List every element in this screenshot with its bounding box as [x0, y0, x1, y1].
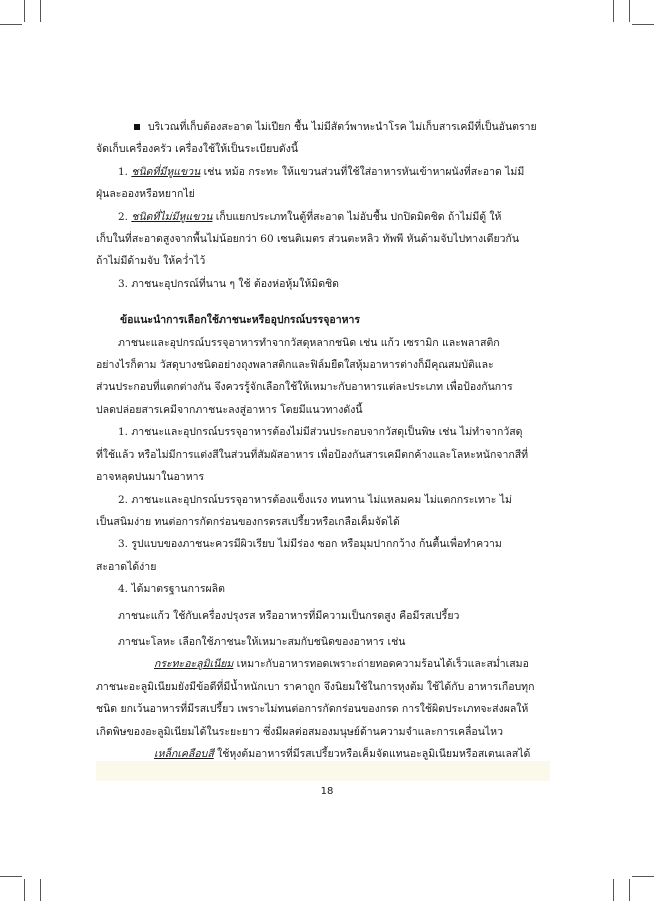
text-line: 3. ภาชนะอุปกรณ์ที่นาน ๆ ใช้ ต้องห่อหุ้มให้มิดชิด — [118, 277, 339, 290]
text-line: เกิดพิษของอะลูมิเนียมได้ในระยะยาว ซึ่งมีผลต่อสมองมนุษย์ด้านความจำและการเคลื่อนไหว — [96, 725, 503, 738]
text-line: ส่วนประกอบที่แตกต่างกัน จึงควรรู้จักเลือกใช้ให้เหมาะกับอาหารแต่ละประเภท เพื่อป้องกันการ — [96, 381, 513, 394]
crop-mark — [629, 0, 630, 22]
emphasis-text: ชนิดที่ไม่มีหูแขวน — [131, 210, 213, 223]
text-line: เก็บในที่สะอาดสูงจากพื้นไม่น้อยกว่า 60 เซนติเมตร ส่วนตะหลิว ทัพพี หันด้ามจับไปทางเดียวกัน — [96, 233, 520, 246]
text-line: ถ้าไม่มีด้ามจับ ให้คว่ำไว้ — [96, 255, 206, 268]
crop-mark — [632, 876, 654, 877]
text-line: ปลดปล่อยสารเคมีจากภาชนะลงสู่อาหาร โดยมีแนวทางดังนี้ — [96, 403, 363, 416]
section-heading: ข้อแนะนำการเลือกใช้ภาชนะหรืออุปกรณ์บรรจุอาหาร — [120, 314, 361, 327]
crop-mark — [629, 879, 630, 901]
text-line: ที่ใช้แล้ว หรือไม่มีการแต่งสีในส่วนที่สัมผัสอาหาร เพื่อป้องกันสารเคมีตกค้างและโลหะหนักจากสีที่ — [96, 448, 529, 461]
text-span: 2. — [118, 210, 132, 223]
crop-mark — [0, 24, 22, 25]
text-line: ชนิด ยกเว้นอาหารที่มีรสเปรี้ยว เพราะไม่ทนต่อการกัดกร่อนของกรด การใช้ผิดประเภทจะส่งผลให้ — [96, 703, 529, 716]
text-line: 4. ได้มาตรฐานการผลิต — [118, 583, 225, 596]
text-line: 1. ภาชนะและอุปกรณ์บรรจุอาหารต้องไม่มีส่วนประกอบจากวัสดุเป็นพิษ เช่น ไม่ทำจากวัสดุ — [118, 426, 523, 439]
emphasis-text: กระทะอะลูมิเนียม — [154, 658, 234, 671]
text-line: ภาชนะโลหะ เลือกใช้ภาชนะให้เหมาะสมกับชนิดของอาหาร เช่น — [118, 635, 406, 648]
crop-mark — [613, 879, 614, 901]
footer-band — [96, 761, 550, 781]
text-line: ภาชนะแก้ว ใช้กับเครื่องปรุงรส หรืออาหารที่มีความเป็นกรดสูง คือมีรสเปรี้ยว — [118, 609, 460, 622]
text-span: บริเวณที่เก็บต้องสะอาด ไม่เปียก ชื้น ไม่มีสัตว์พาหะนำโรค ไม่เก็บสารเคมีที่เป็นอันตราย — [148, 121, 537, 133]
crop-mark — [613, 0, 614, 22]
text-span: 1. — [118, 165, 132, 178]
text-line: อาจหลุดปนมาในอาหาร — [96, 471, 205, 484]
text-line: อย่างไรก็ตาม วัสดุบางชนิดอย่างถุงพลาสติกและฟิล์มยืดใสหุ้มอาหารต่างก็มีคุณสมบัติและ — [96, 359, 494, 372]
text-span: ใช้หุงต้มอาหารที่มีรสเปรี้ยวหรือเค็มจัดแทนอะลูมิเนียมหรือสเตนเลสได้ — [213, 747, 531, 760]
crop-mark — [24, 0, 25, 22]
text-line — [96, 206, 560, 228]
text-line — [96, 161, 560, 183]
text-line: สะอาดได้ง่าย — [96, 560, 157, 573]
text-line: เป็นสนิมง่าย ทนต่อการกัดกร่อนของกรดรสเปรี้ยวหรือเกลือเค็มจัดได้ — [96, 515, 400, 528]
emphasis-text: เหล็กเคลือบสี — [154, 747, 214, 760]
crop-mark — [24, 879, 25, 901]
page-number: 18 — [320, 786, 334, 797]
text-line: ภาชนะและอุปกรณ์บรรจุอาหารทำจากวัสดุหลากชนิด เช่น แก้ว เซรามิก และพลาสติก — [118, 336, 500, 349]
crop-mark — [40, 0, 41, 22]
emphasis-text: ชนิดที่มีหูแขวน — [131, 165, 201, 178]
text-line: 2. ภาชนะและอุปกรณ์บรรจุอาหารต้องแข็งแรง ทนทาน ไม่แหลมคม ไม่แตกกระเทาะ ไม่ — [118, 493, 512, 506]
text-span: เหมาะกับอาหารทอดเพราะถ่ายทอดความร้อนได้เร็วและสม่ำเสมอ — [233, 658, 529, 671]
crop-mark — [632, 24, 654, 25]
spacer — [96, 295, 560, 303]
text-line: จัดเก็บเครื่องครัว เครื่องใช้ให้เป็นระเบียบดังนี้ — [96, 143, 299, 156]
text-line — [96, 653, 560, 675]
text-line — [96, 116, 560, 138]
crop-mark — [0, 876, 22, 877]
page-body — [96, 116, 560, 788]
crop-mark — [40, 879, 41, 901]
text-span: เก็บแยกประเภทในตู้ที่สะอาด ไม่อับชื้น ปกปิดมิดชิด ถ้าไม่มีตู้ ให้ — [212, 210, 502, 223]
text-line: ภาชนะอะลูมิเนียมยังมีข้อดีที่มีน้ำหนักเบา ราคาถูก จึงนิยมใช้ในการหุงต้ม ใช้ได้กับ อาหารเกือบทุก — [96, 680, 535, 693]
text-span: เช่น หม้อ กระทะ ให้แขวนส่วนที่ใช้ใส่อาหารหันเข้าหาผนังที่สะอาด ไม่มี — [200, 165, 525, 178]
square-bullet-icon — [134, 124, 140, 130]
text-line: ฝุ่นละอองหรือหยากไย่ — [96, 188, 195, 201]
text-line: 3. รูปแบบของภาชนะควรมีผิวเรียบ ไม่มีร่อง ซอก หรือมุมปากกว้าง ก้นตื้นเพื่อทำความ — [118, 538, 502, 551]
